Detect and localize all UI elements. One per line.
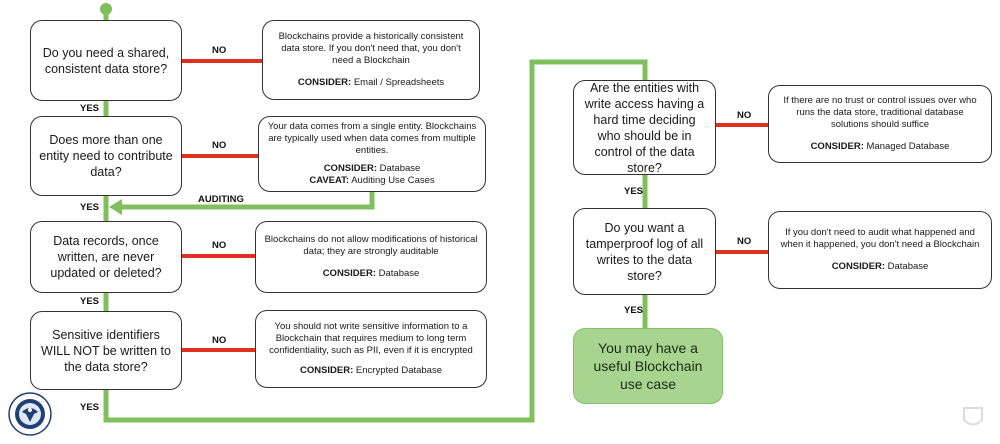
- yes-label: YES: [80, 202, 100, 213]
- dhs-seal-icon: [8, 392, 52, 436]
- auditing-arrowhead: [109, 199, 122, 215]
- no-label: NO: [212, 45, 227, 56]
- info-box-multiple-entities: [258, 116, 486, 192]
- question-text: Do you need a shared, consistent data store?: [42, 45, 170, 76]
- yes-label: YES: [80, 296, 100, 307]
- question-text: Does more than one entity need to contribute data?: [39, 133, 173, 179]
- no-label: NO: [212, 240, 227, 251]
- info-text: Your data comes from a single entity. Blockchains are typically used when data comes from multiple entities.: [267, 121, 477, 156]
- yes-label: YES: [80, 103, 100, 114]
- no-label: NO: [212, 335, 227, 346]
- info-box-sensitive-identifiers: [255, 310, 487, 388]
- consider-line: CONSIDER: Database: [323, 163, 421, 174]
- question-box-control-dispute: [573, 80, 716, 175]
- consider-line: CONSIDER: Database: [322, 268, 420, 279]
- info-box-never-updated: [255, 221, 487, 293]
- yes-label: YES: [80, 402, 100, 413]
- auditing-label: AUDITING: [198, 194, 244, 205]
- question-text: Do you want a tamperproof log of all writes to the data store?: [585, 220, 704, 283]
- question-text: Are the entities with write access having a hard time deciding who should be in control of the data store?: [584, 80, 705, 175]
- consider-line: CONSIDER: Email / Spreadsheets: [297, 77, 445, 88]
- info-box-shared-store: [262, 20, 480, 100]
- question-box-never-updated: [30, 221, 182, 293]
- result-box: [573, 328, 723, 404]
- question-text: Data records, once written, are never updated or deleted?: [50, 234, 162, 280]
- no-label: NO: [737, 236, 752, 247]
- no-label: NO: [737, 110, 752, 121]
- info-text: Blockchains provide a historically consistent data store. If you don't need that, you don't need a Blockchain: [278, 31, 464, 66]
- info-text: If you don't need to audit what happened and when it happened, you don't need a Blockchain: [780, 227, 980, 250]
- question-box-multiple-entities: [30, 116, 182, 196]
- info-text: If there are no trust or control issues over who runs the data store, traditional database solutions should suffice: [783, 95, 977, 130]
- consider-line: CONSIDER: Managed Database: [810, 141, 950, 152]
- question-box-sensitive-identifiers: [30, 311, 182, 390]
- info-text: Blockchains do not allow modifications of historical data; they are strongly auditable: [264, 234, 478, 257]
- yes-label: YES: [624, 186, 644, 197]
- question-text: Sensitive identifiers WILL NOT be written to the data store?: [41, 327, 171, 374]
- watermark-icon: [962, 404, 984, 430]
- caveat-line: CAVEAT: Auditing Use Cases: [309, 175, 435, 186]
- no-label: NO: [212, 140, 227, 151]
- consider-line: CONSIDER: Database: [831, 261, 929, 272]
- yes-label: YES: [624, 305, 644, 316]
- question-box-tamperproof-log: [573, 208, 716, 295]
- result-text: You may have a useful Blockchain use case: [593, 340, 703, 392]
- question-box-shared-store: [30, 20, 182, 101]
- info-text: You should not write sensitive information to a Blockchain that requires medium to long term confidentiality, such as PII, even if it is encrypted: [269, 321, 473, 356]
- info-box-tamperproof-log: [768, 211, 992, 289]
- info-box-control-dispute: [768, 85, 992, 163]
- consider-line: CONSIDER: Encrypted Database: [299, 365, 443, 376]
